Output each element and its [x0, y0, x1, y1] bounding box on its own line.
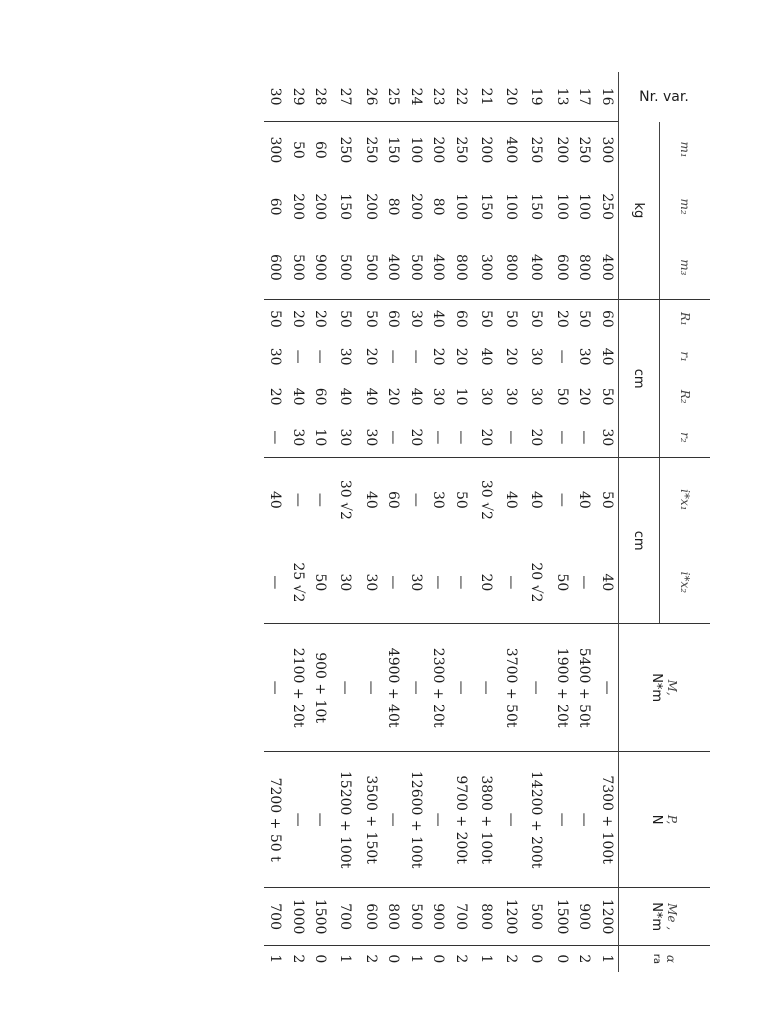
cell-m2: 100: [503, 193, 520, 220]
header-unit-cm-b: cm: [619, 458, 660, 624]
cell-r2: 30: [289, 428, 306, 447]
cell-R1: 40: [427, 300, 450, 338]
header-r2: r₂: [678, 432, 692, 443]
cell-nr: 22: [452, 87, 469, 106]
header-M-symbol: M,: [665, 679, 680, 696]
cell-m3: 500: [362, 254, 379, 281]
cell-m2: 200: [289, 193, 306, 220]
header-nr-var: Nr. var.: [619, 72, 711, 122]
cell-r2: 20: [407, 428, 424, 447]
table-row: [450, 72, 473, 972]
cell-ix2: 30: [407, 573, 424, 592]
cell-nr: 19: [528, 87, 545, 106]
table-row: [382, 72, 405, 972]
cell-Me: 700: [332, 888, 360, 946]
cell-ix2: 20 √2: [528, 562, 545, 603]
header-r1: r₁: [678, 351, 692, 362]
cell-M: —: [332, 624, 360, 752]
cell-last: 2: [287, 946, 310, 972]
cell-last: 1: [264, 946, 287, 972]
cell-m1: 300: [596, 122, 619, 178]
cell-R2: 30: [503, 387, 520, 406]
cell-M: 5400 + 50t: [573, 624, 596, 752]
cell-m2: 150: [528, 193, 545, 220]
cell-m2: 80: [385, 197, 402, 216]
cell-Me: 1200: [500, 888, 523, 946]
cell-last: 0: [551, 946, 574, 972]
header-m2: m₂: [678, 198, 692, 215]
cell-last: 0: [382, 946, 405, 972]
cell-ix2: 50: [553, 573, 570, 592]
table-row: [405, 72, 428, 972]
cell-m2: 200: [312, 193, 329, 220]
table-row: [287, 72, 310, 972]
header-Me-symbol: Me ,: [665, 903, 680, 931]
cell-ix2: —: [430, 575, 447, 590]
cell-P: 7200 + 50 t: [264, 752, 287, 888]
variant-data-table: [264, 72, 710, 972]
cell-M: —: [450, 624, 473, 752]
cell-P: —: [287, 752, 310, 888]
cell-ix2: —: [503, 575, 520, 590]
cell-last: 0: [427, 946, 450, 972]
cell-P: 12600 + 100t: [405, 752, 428, 888]
cell-m2: 200: [362, 193, 379, 220]
header-m1: m₁: [678, 141, 692, 158]
cell-m3: 400: [385, 254, 402, 281]
cell-m1: 200: [551, 122, 574, 178]
cell-M: —: [264, 624, 287, 752]
cell-last: 1: [332, 946, 360, 972]
cell-m2: 80: [430, 197, 447, 216]
header-last-symbol: α: [664, 954, 678, 963]
cell-ix2: 50: [312, 573, 329, 592]
cell-ix1: 30 √2: [472, 458, 500, 542]
cell-ix1: 40: [264, 458, 287, 542]
cell-ix1: 50: [450, 458, 473, 542]
cell-Me: 500: [405, 888, 428, 946]
header-Me-unit: N*m: [649, 902, 665, 932]
cell-m2: 150: [478, 193, 494, 220]
cell-r2: 30: [362, 428, 379, 447]
cell-M: —: [523, 624, 551, 752]
cell-m3: 800: [576, 254, 593, 281]
cell-R2: 30: [478, 387, 494, 406]
cell-m1: 250: [332, 122, 360, 178]
table-row: [551, 72, 574, 972]
cell-ix2: 20: [478, 573, 494, 592]
cell-last: 2: [450, 946, 473, 972]
cell-m1: 250: [523, 122, 551, 178]
cell-m2: 200: [407, 193, 424, 220]
cell-m2: 250: [598, 193, 615, 220]
header-M: [619, 624, 711, 752]
cell-ix1: —: [309, 458, 332, 542]
cell-m2: 100: [553, 193, 570, 220]
cell-R1: 50: [573, 300, 596, 338]
cell-m1: 250: [450, 122, 473, 178]
cell-nr: 27: [337, 87, 354, 106]
header-ix1: i*x₁: [660, 458, 711, 542]
cell-M: —: [472, 624, 500, 752]
cell-m1: 250: [573, 122, 596, 178]
table-row: [360, 72, 383, 972]
cell-P: —: [500, 752, 523, 888]
cell-last: 2: [360, 946, 383, 972]
cell-R2: 20: [267, 387, 284, 406]
cell-m1: 200: [472, 122, 500, 178]
cell-ix1: 40: [500, 458, 523, 542]
cell-Me: 700: [264, 888, 287, 946]
cell-R2: 30: [528, 387, 545, 406]
cell-R1: 50: [500, 300, 523, 338]
cell-P: 7300 + 100t: [596, 752, 619, 888]
cell-r2: —: [553, 430, 570, 445]
cell-m2: 60: [267, 197, 284, 216]
cell-m1: 400: [500, 122, 523, 178]
cell-R2: 40: [337, 387, 354, 406]
table-row: [264, 72, 287, 972]
cell-R1: 60: [596, 300, 619, 338]
cell-m3: 400: [598, 254, 615, 281]
header-last-unit: ra: [651, 953, 662, 965]
cell-last: 0: [309, 946, 332, 972]
cell-R2: 50: [598, 387, 615, 406]
cell-r1: 40: [598, 347, 615, 366]
cell-last: 1: [405, 946, 428, 972]
cell-R2: 60: [312, 387, 329, 406]
cell-m3: 400: [528, 254, 545, 281]
cell-P: 15200 + 100t: [332, 752, 360, 888]
cell-P: 3500 + 150t: [360, 752, 383, 888]
cell-r1: —: [289, 349, 306, 364]
cell-ix2: —: [385, 575, 402, 590]
cell-R1: 50: [360, 300, 383, 338]
cell-last: 1: [472, 946, 500, 972]
cell-ix1: —: [551, 458, 574, 542]
cell-r2: —: [576, 430, 593, 445]
cell-R1: 50: [264, 300, 287, 338]
cell-M: —: [596, 624, 619, 752]
cell-P: —: [573, 752, 596, 888]
header-R1: R₁: [660, 300, 711, 338]
cell-r1: 30: [576, 347, 593, 366]
cell-r1: 20: [430, 347, 447, 366]
cell-r2: 20: [528, 428, 545, 447]
cell-nr: 20: [503, 87, 520, 106]
cell-r1: —: [407, 349, 424, 364]
cell-Me: 1000: [287, 888, 310, 946]
cell-nr: 21: [478, 87, 494, 106]
cell-ix2: —: [576, 575, 593, 590]
cell-R1: 60: [382, 300, 405, 338]
cell-Me: 600: [360, 888, 383, 946]
cell-m3: 500: [337, 254, 354, 281]
cell-nr: 13: [553, 87, 570, 106]
cell-Me: 700: [450, 888, 473, 946]
cell-M: —: [405, 624, 428, 752]
header-m3: m₃: [678, 259, 692, 276]
cell-m1: 50: [287, 122, 310, 178]
table-row: [472, 72, 500, 972]
cell-ix2: 30: [337, 573, 354, 592]
table-row: [523, 72, 551, 972]
header-P: [619, 752, 711, 888]
cell-r1: 40: [478, 347, 494, 366]
cell-r1: 20: [503, 347, 520, 366]
cell-ix1: —: [405, 458, 428, 542]
cell-P: —: [551, 752, 574, 888]
cell-r2: —: [430, 430, 447, 445]
cell-ix1: 60: [382, 458, 405, 542]
table-body: [264, 72, 619, 972]
cell-m1: 300: [264, 122, 287, 178]
cell-Me: 900: [573, 888, 596, 946]
cell-m3: 500: [289, 254, 306, 281]
header-P-unit: N: [649, 814, 665, 825]
cell-R2: 40: [407, 387, 424, 406]
cell-P: —: [427, 752, 450, 888]
cell-m3: 600: [267, 254, 284, 281]
cell-nr: 25: [385, 87, 402, 106]
cell-Me: 1500: [309, 888, 332, 946]
cell-ix1: 30 √2: [332, 458, 360, 542]
cell-m2: 100: [452, 193, 469, 220]
cell-P: 3800 + 100t: [472, 752, 500, 888]
cell-P: 14200 + 200t: [523, 752, 551, 888]
cell-r2: 30: [337, 428, 354, 447]
cell-last: 2: [500, 946, 523, 972]
cell-Me: 1500: [551, 888, 574, 946]
cell-Me: 800: [382, 888, 405, 946]
cell-Me: 900: [427, 888, 450, 946]
cell-M: 2300 + 20t: [427, 624, 450, 752]
cell-M: 900 + 10t: [309, 624, 332, 752]
cell-m1: 250: [360, 122, 383, 178]
cell-r1: —: [385, 349, 402, 364]
cell-m1: 150: [382, 122, 405, 178]
cell-R2: 50: [553, 387, 570, 406]
cell-r1: 20: [362, 347, 379, 366]
cell-r1: 30: [267, 347, 284, 366]
cell-ix2: 40: [598, 573, 615, 592]
cell-R1: 30: [405, 300, 428, 338]
cell-R2: 40: [362, 387, 379, 406]
cell-m1: 60: [309, 122, 332, 178]
cell-r1: 20: [452, 347, 469, 366]
header-R2: R₂: [678, 389, 692, 404]
header-M-unit: N*m: [649, 673, 665, 703]
cell-Me: 1200: [596, 888, 619, 946]
cell-R2: 10: [452, 387, 469, 406]
cell-P: —: [382, 752, 405, 888]
cell-m3: 800: [503, 254, 520, 281]
cell-r2: 10: [312, 428, 329, 447]
cell-M: 2100 + 20t: [287, 624, 310, 752]
cell-R1: 20: [287, 300, 310, 338]
cell-r2: —: [452, 430, 469, 445]
cell-m2: 150: [337, 193, 354, 220]
cell-nr: 23: [430, 87, 447, 106]
cell-R1: 50: [332, 300, 360, 338]
cell-ix1: 50: [596, 458, 619, 542]
cell-R1: 50: [472, 300, 500, 338]
cell-ix2: 30: [362, 573, 379, 592]
table-row: [309, 72, 332, 972]
cell-Me: 500: [523, 888, 551, 946]
cell-M: 4900 + 40t: [382, 624, 405, 752]
header-Me: [619, 888, 711, 946]
cell-m3: 900: [312, 254, 329, 281]
cell-M: 1900 + 20t: [551, 624, 574, 752]
cell-ix1: 30: [427, 458, 450, 542]
cell-nr: 24: [407, 87, 424, 106]
cell-m2: 100: [576, 193, 593, 220]
cell-R2: 20: [576, 387, 593, 406]
cell-last: 1: [596, 946, 619, 972]
cell-r2: —: [503, 430, 520, 445]
cell-m3: 500: [407, 254, 424, 281]
header-unit-kg: kg: [619, 122, 660, 300]
cell-m1: 200: [427, 122, 450, 178]
cell-r2: 20: [478, 428, 494, 447]
header-ix2: i*x₂: [678, 571, 692, 594]
cell-P: 9700 + 200t: [450, 752, 473, 888]
cell-r1: —: [312, 349, 329, 364]
header-last: [619, 946, 711, 972]
cell-nr: 30: [267, 87, 284, 106]
table-row: [596, 72, 619, 972]
cell-m1: 100: [405, 122, 428, 178]
cell-R2: 20: [385, 387, 402, 406]
cell-R1: 50: [523, 300, 551, 338]
cell-r1: —: [553, 349, 570, 364]
cell-m3: 400: [430, 254, 447, 281]
cell-R1: 20: [309, 300, 332, 338]
cell-r2: —: [267, 430, 284, 445]
cell-m3: 800: [452, 254, 469, 281]
table-row: [500, 72, 523, 972]
cell-last: 0: [523, 946, 551, 972]
table-row: [573, 72, 596, 972]
cell-M: —: [360, 624, 383, 752]
cell-nr: 17: [576, 87, 593, 106]
table-row: [427, 72, 450, 972]
cell-Me: 800: [472, 888, 500, 946]
cell-nr: 26: [362, 87, 379, 106]
cell-ix1: 40: [523, 458, 551, 542]
cell-ix1: —: [287, 458, 310, 542]
cell-P: —: [309, 752, 332, 888]
cell-ix1: 40: [573, 458, 596, 542]
cell-r1: 30: [528, 347, 545, 366]
cell-m3: 600: [553, 254, 570, 281]
cell-ix1: 40: [360, 458, 383, 542]
header-P-symbol: P,: [665, 814, 680, 825]
cell-r2: —: [385, 430, 402, 445]
cell-R2: 40: [289, 387, 306, 406]
cell-ix2: —: [452, 575, 469, 590]
cell-ix2: —: [267, 575, 284, 590]
table-row: [332, 72, 360, 972]
cell-R2: 30: [430, 387, 447, 406]
cell-last: 2: [573, 946, 596, 972]
cell-r2: 30: [598, 428, 615, 447]
cell-r1: 30: [337, 347, 354, 366]
header-unit-cm-a: cm: [619, 300, 660, 458]
cell-nr: 29: [289, 87, 306, 106]
cell-R1: 20: [551, 300, 574, 338]
cell-R1: 60: [450, 300, 473, 338]
cell-M: 3700 + 50t: [500, 624, 523, 752]
cell-nr: 28: [312, 87, 329, 106]
cell-m3: 300: [478, 254, 494, 281]
cell-nr: 16: [598, 87, 615, 106]
cell-ix2: 25 √2: [289, 562, 306, 603]
